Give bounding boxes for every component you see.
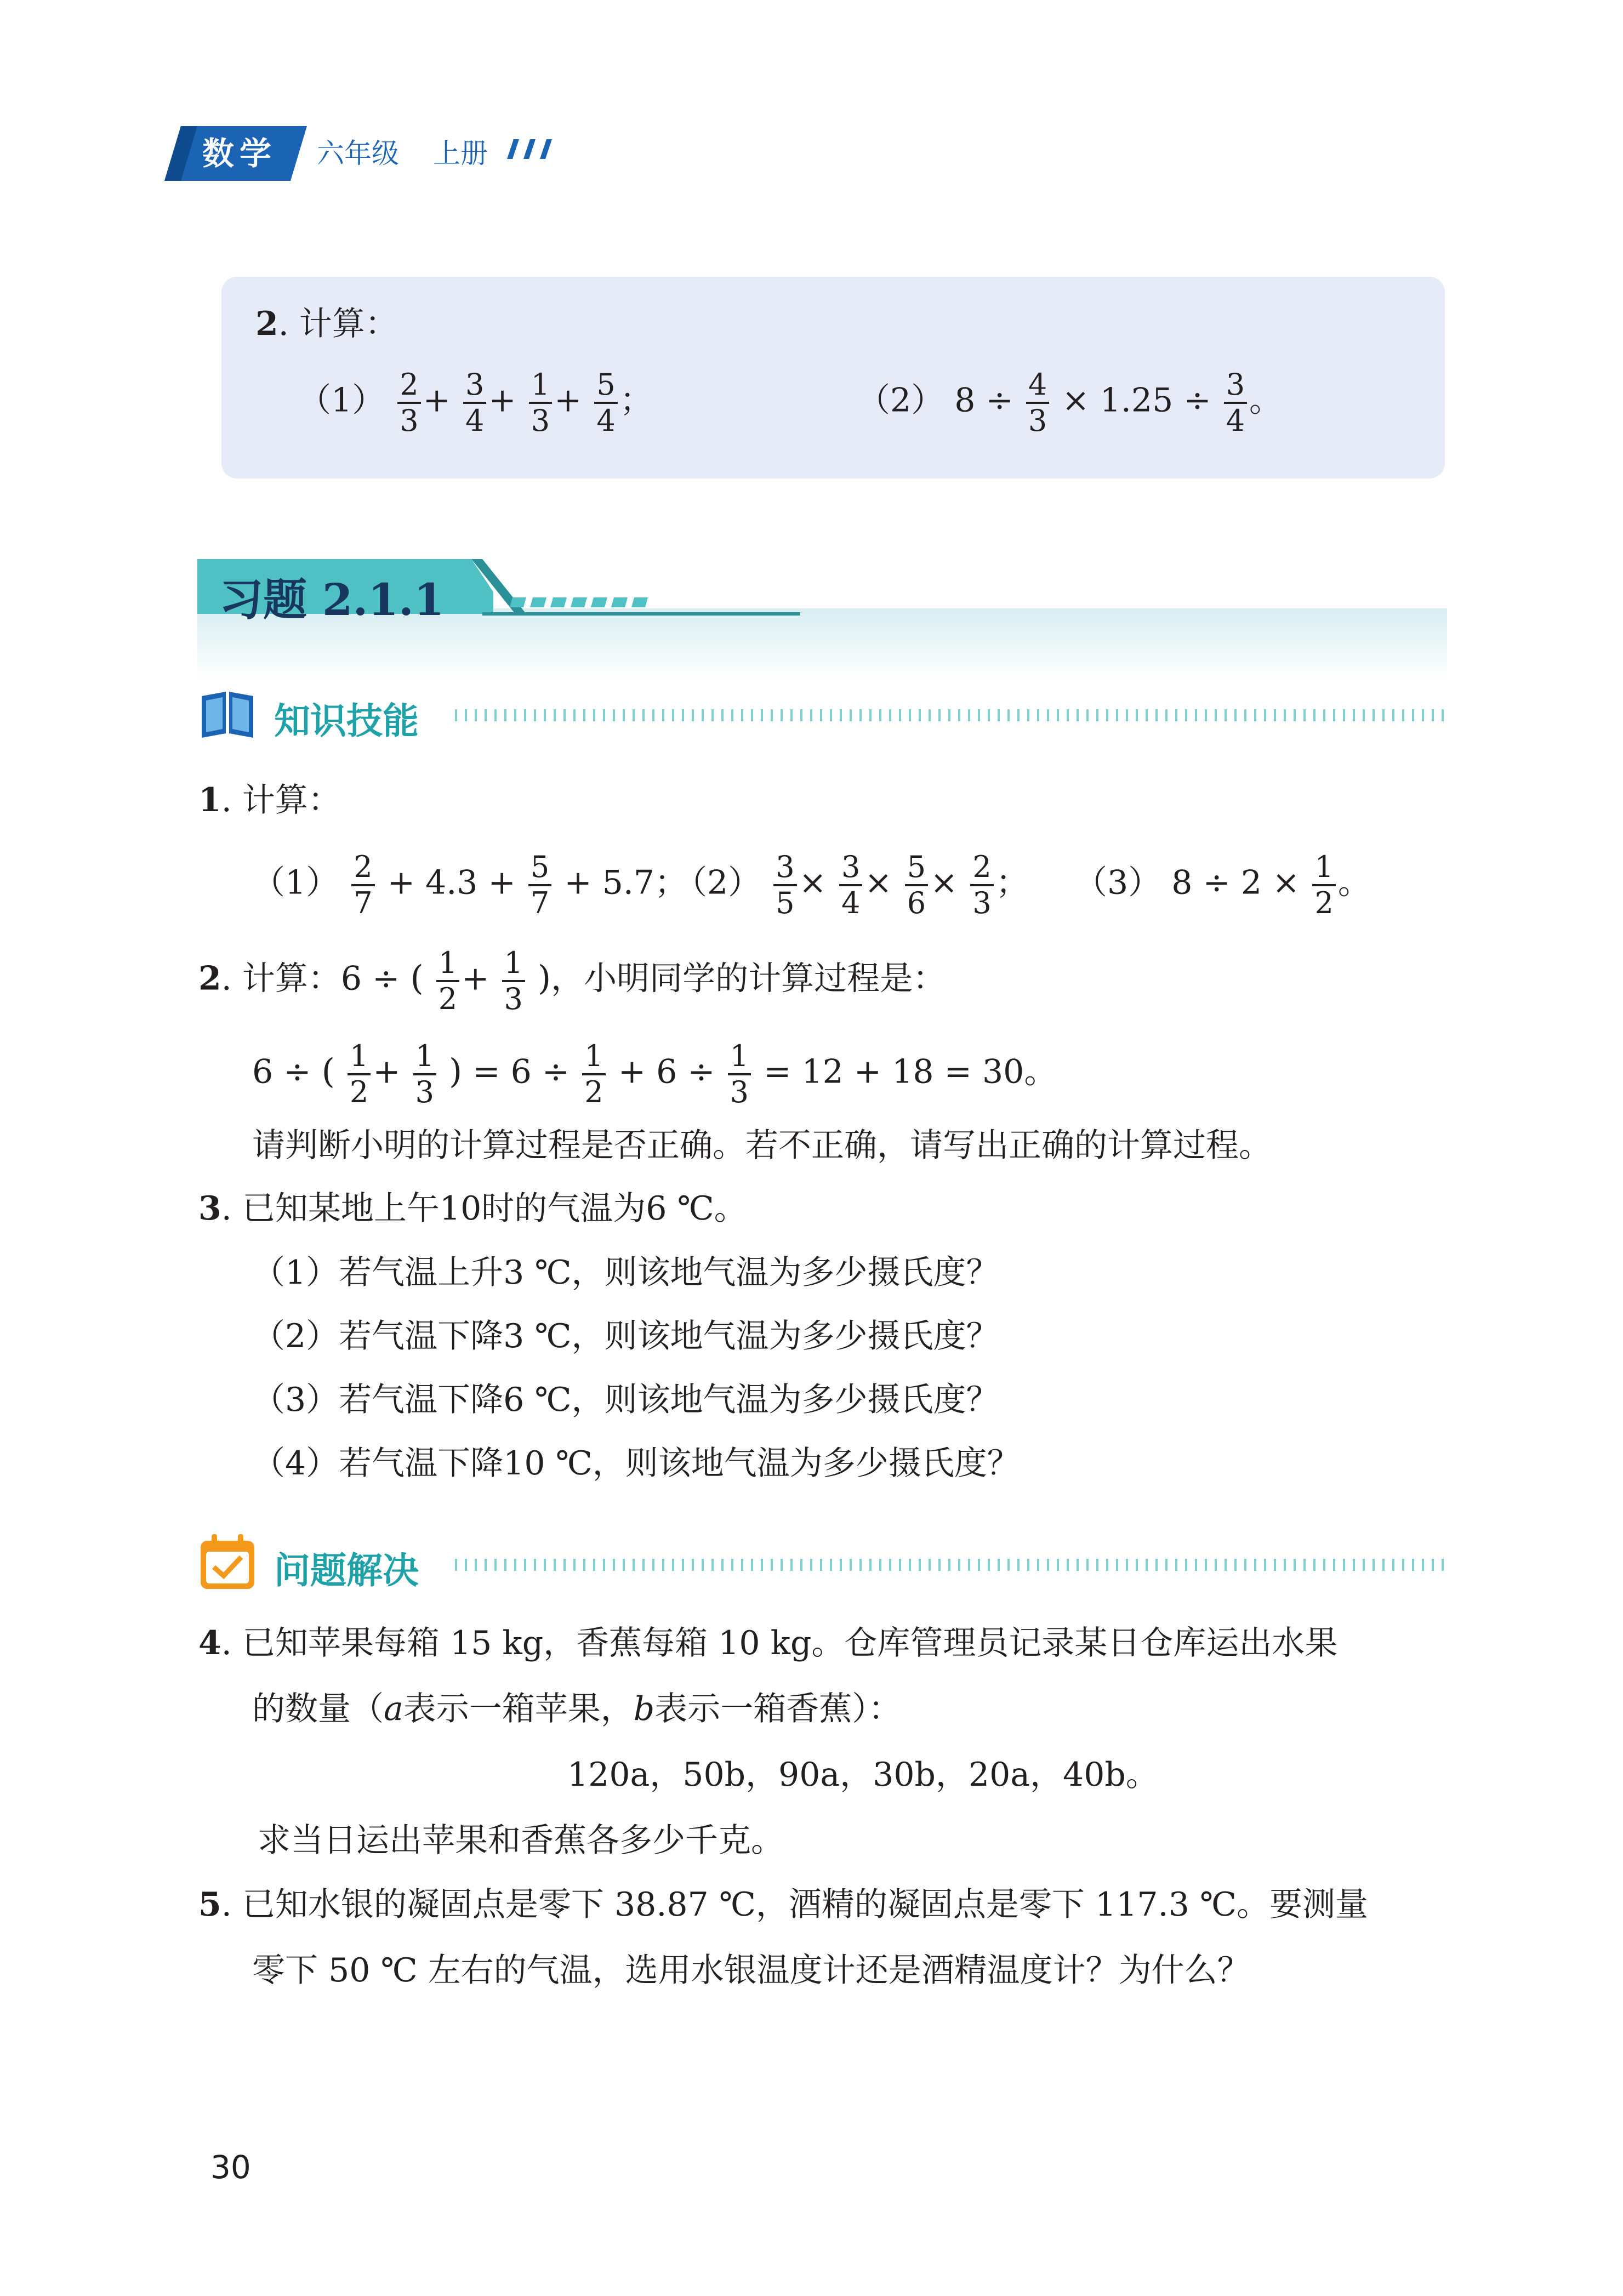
fraction: $\frac{3}{4}$ bbox=[463, 370, 486, 436]
question-1-part-3 bbox=[1074, 852, 1371, 918]
variable-a: a bbox=[384, 1690, 403, 1728]
slashes-decoration bbox=[507, 139, 562, 161]
question-number: 2 bbox=[198, 959, 221, 998]
section-title: 知识技能 bbox=[274, 700, 419, 742]
expr-text: 6 ÷ bbox=[252, 1052, 311, 1091]
fraction: $\frac{5}{6}$ bbox=[905, 852, 928, 918]
section-heading-knowledge bbox=[197, 685, 1447, 745]
question-label: . 计算： bbox=[221, 781, 341, 819]
question-2-calculation: 6 ÷ ( $\frac{1}{2}$ + $\frac{1}{3}$ ) = 6 ÷ $\frac{1}{2}$ + 6 ÷ $\frac{1}{3}$ = 12 + 18 = 30。 bbox=[252, 1039, 1057, 1109]
fraction: $\frac{1}{2}$ bbox=[1312, 852, 1335, 918]
question-4-records: 120a，50b，90a，30b，20a，40b。 bbox=[567, 1756, 1159, 1794]
dotted-line bbox=[455, 707, 1447, 723]
fraction: $\frac{4}{3}$ bbox=[1026, 370, 1049, 436]
banner-title: 习题 2.1.1 bbox=[219, 574, 445, 625]
question-1-heading bbox=[198, 778, 341, 822]
expr-text: 8 ÷ bbox=[954, 381, 1013, 420]
fraction: $\frac{5}{7}$ bbox=[528, 852, 551, 918]
question-text: 表示一箱香蕉）： bbox=[654, 1690, 902, 1728]
fraction: $\frac{3}{5}$ bbox=[773, 852, 796, 918]
expr-text: × 1.25 ÷ bbox=[1062, 381, 1211, 420]
fraction: $\frac{1}{3}$ bbox=[529, 370, 552, 436]
exercise-box bbox=[221, 277, 1445, 478]
part-label: （3） bbox=[1074, 863, 1161, 902]
question-1-part-1 bbox=[252, 852, 687, 918]
question-3-item: （3）若气温下降6 ℃，则该地气温为多少摄氏度？ bbox=[252, 1381, 999, 1419]
question-4-line-1 bbox=[198, 1621, 1337, 1665]
fraction: $\frac{5}{4}$ bbox=[594, 370, 617, 436]
question-3-heading bbox=[198, 1187, 747, 1230]
variable-b: b bbox=[633, 1690, 655, 1728]
fraction: $\frac{1}{3}$ bbox=[502, 948, 525, 1014]
part-end: 。 bbox=[1249, 381, 1283, 420]
fraction: $\frac{2}{3}$ bbox=[970, 852, 993, 918]
question-number: 1 bbox=[198, 781, 221, 819]
dotted-line bbox=[455, 1557, 1447, 1573]
question-5-line-2: 零下 50 ℃ 左右的气温，选用水银温度计还是酒精温度计？为什么？ bbox=[252, 1951, 1250, 1990]
box-item-number: 2 bbox=[255, 305, 278, 343]
question-number: 3 bbox=[198, 1189, 221, 1228]
question-2-instruction: 请判断小明的计算过程是否正确。若不正确，请写出正确的计算过程。 bbox=[252, 1126, 1272, 1165]
part-label: （2） bbox=[857, 381, 944, 420]
question-3-item: （2）若气温下降3 ℃，则该地气温为多少摄氏度？ bbox=[252, 1317, 999, 1355]
expr-text: + 6 ÷ bbox=[618, 1052, 715, 1091]
fraction: $\frac{2}{3}$ bbox=[397, 370, 420, 436]
part-end: ； bbox=[619, 381, 653, 420]
expr-text: 8 ÷ 2 × bbox=[1171, 863, 1300, 902]
section-heading-problem-solving bbox=[197, 1535, 1447, 1595]
subject-title: 数学 bbox=[202, 135, 277, 172]
question-text: . 已知苹果每箱 15 kg，香蕉每箱 10 kg。仓库管理员记录某日仓库运出水果 bbox=[221, 1624, 1338, 1662]
fraction: $\frac{2}{7}$ bbox=[351, 852, 374, 918]
fraction: $\frac{1}{2}$ bbox=[348, 1041, 371, 1107]
fraction: $\frac{1}{2}$ bbox=[436, 948, 459, 1014]
box-part-2 bbox=[857, 367, 1283, 438]
volume-label: 上册 bbox=[433, 138, 488, 169]
section-title: 问题解决 bbox=[274, 1549, 419, 1592]
fraction: $\frac{1}{3}$ bbox=[413, 1041, 436, 1107]
expr-text: + 4.3 + bbox=[387, 863, 516, 902]
question-3-item: （4）若气温下降10 ℃，则该地气温为多少摄氏度？ bbox=[252, 1444, 1020, 1483]
section-banner bbox=[197, 554, 1447, 680]
box-item-heading bbox=[255, 302, 398, 346]
question-3-item: （1）若气温上升3 ℃，则该地气温为多少摄氏度？ bbox=[252, 1254, 999, 1292]
expr-text: = 6 ÷ bbox=[472, 1052, 570, 1091]
question-number: 4 bbox=[198, 1624, 221, 1662]
question-label: . 已知某地上午10时的气温为6 ℃。 bbox=[221, 1189, 747, 1228]
part-label: （1） bbox=[298, 381, 385, 420]
page-number: 30 bbox=[210, 2149, 251, 2186]
question-4-line-2 bbox=[252, 1687, 901, 1731]
question-text: 的数量（ bbox=[252, 1690, 384, 1728]
subject-badge bbox=[164, 126, 307, 181]
question-4-question: 求当日运出苹果和香蕉各多少千克。 bbox=[258, 1821, 784, 1860]
question-2-heading: 2. 计算：6 ÷ ( $\frac{1}{2}$ + $\frac{1}{3}$ )，小明同学的计算过程是： bbox=[198, 945, 946, 1016]
question-number: 5 bbox=[198, 1885, 221, 1924]
question-text: . 已知水银的凝固点是零下 38.87 ℃，酒精的凝固点是零下 117.3 ℃。要测量 bbox=[221, 1885, 1368, 1924]
part-end: ； bbox=[995, 863, 1029, 902]
box-item-label: . 计算： bbox=[278, 305, 398, 343]
part-end: 。 bbox=[1337, 863, 1371, 902]
grade-label: 六年级 bbox=[317, 138, 399, 169]
book-icon bbox=[197, 685, 258, 740]
question-text: 表示一箱苹果， bbox=[403, 1690, 634, 1728]
box-part-1: （1） $\frac{2}{3}$ + $\frac{3}{4}$ + $\frac{1}{3}$ + $\frac{5}{4}$ ； bbox=[298, 367, 653, 438]
part-label: （2） bbox=[674, 863, 761, 902]
fraction: $\frac{3}{4}$ bbox=[1224, 370, 1247, 436]
question-label: . 计算：6 ÷ bbox=[221, 959, 400, 998]
part-label: （1） bbox=[252, 863, 339, 902]
question-1-part-2: （2） $\frac{3}{5}$ × $\frac{3}{4}$ × $\frac{5}{6}$ × $\frac{2}{3}$ ； bbox=[674, 850, 1029, 920]
calendar-check-icon bbox=[197, 1532, 258, 1592]
fraction: $\frac{1}{2}$ bbox=[582, 1041, 605, 1107]
expr-text: = 12 + 18 = 30。 bbox=[764, 1052, 1057, 1091]
question-label-end: ，小明同学的计算过程是： bbox=[551, 959, 946, 998]
fraction: $\frac{1}{3}$ bbox=[728, 1041, 751, 1107]
expr-text: + 5.7； bbox=[564, 863, 688, 902]
question-5-line-1 bbox=[198, 1883, 1368, 1927]
fraction: $\frac{3}{4}$ bbox=[839, 852, 862, 918]
